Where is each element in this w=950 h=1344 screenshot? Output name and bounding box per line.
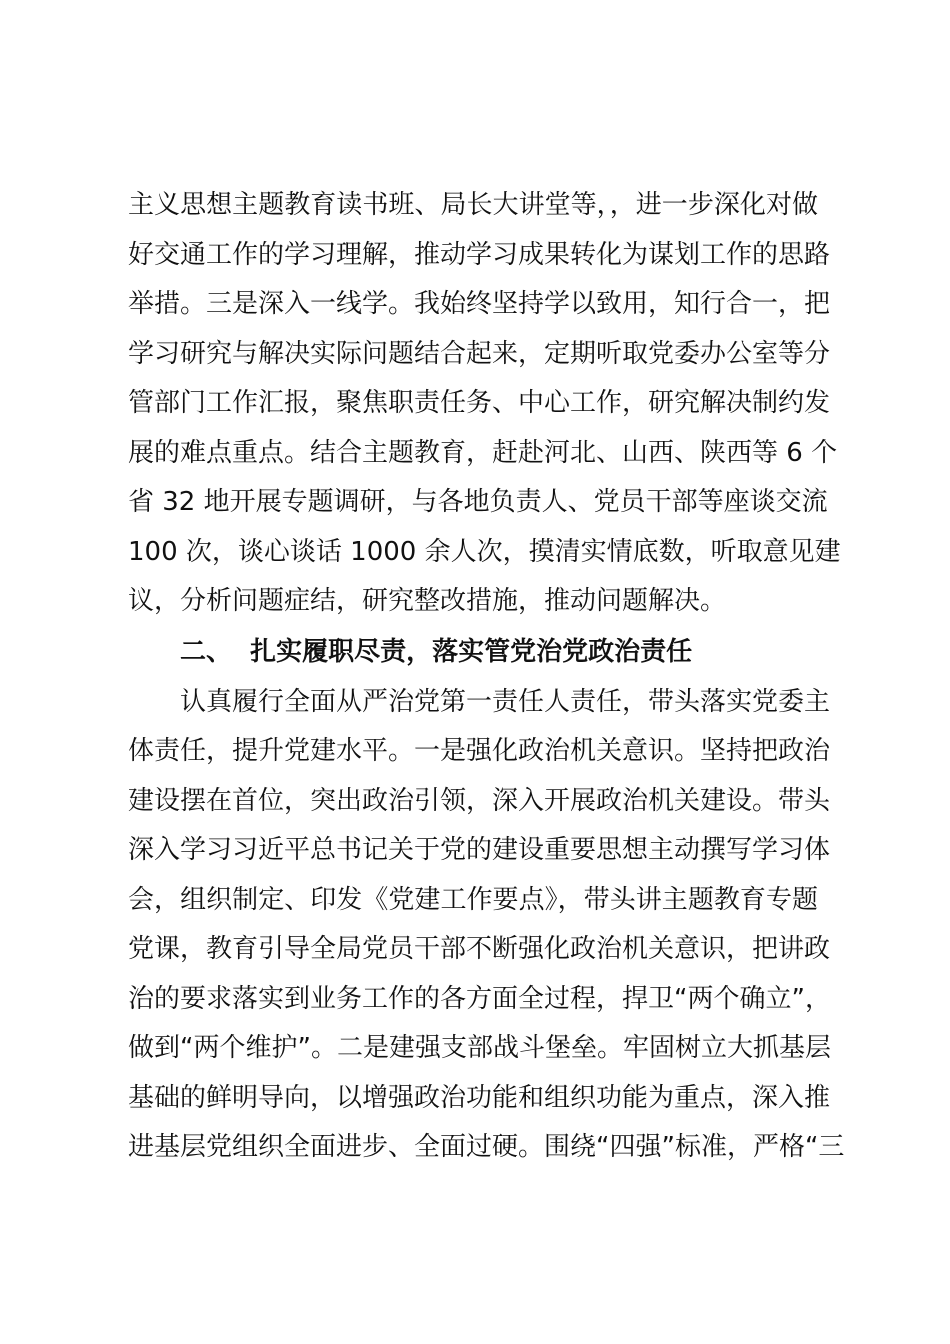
- paragraph-line: 治的要求落实到业务工作的各方面全过程，捍卫“两个确立”，: [128, 984, 831, 1014]
- paragraph-line: 会，组织制定、印发《党建工作要点》，带头讲主题教育专题: [128, 885, 818, 915]
- paragraph-line: 体责任，提升党建水平。一是强化政治机关意识。坚持把政治: [128, 736, 831, 766]
- paragraph-line: 举措。三是深入一线学。我始终坚持学以致用，知行合一，把: [128, 289, 831, 319]
- paragraph-line: 认真履行全面从严治党第一责任人责任，带头落实党委主: [180, 687, 831, 717]
- paragraph-line: 议，分析问题症结，研究整改措施，推动问题解决。: [128, 586, 727, 616]
- paragraph-line: 管部门工作汇报，聚焦职责任务、中心工作，研究解决制约发: [128, 388, 831, 418]
- paragraph-line: 做到“两个维护”。二是建强支部战斗堡垒。牢固树立大抓基层: [128, 1033, 831, 1063]
- paragraph-line: 进基层党组织全面进步、全面过硬。围绕“四强”标准，严格“三: [128, 1132, 845, 1162]
- paragraph-line: 省 32 地开展专题调研，与各地负责人、党员干部等座谈交流: [128, 487, 828, 517]
- paragraph-line: 100 次，谈心谈话 1000 余人次，摸清实情底数，听取意见建: [128, 537, 841, 567]
- paragraph-line: 建设摆在首位，突出政治引领，深入开展政治机关建设。带头: [128, 786, 831, 816]
- paragraph-line: 基础的鲜明导向，以增强政治功能和组织功能为重点，深入推: [128, 1083, 831, 1113]
- paragraph-line: 主义思想主题教育读书班、局长大讲堂等，，进一步深化对做: [128, 190, 818, 220]
- paragraph-line: 深入学习习近平总书记关于党的建设重要思想主动撰写学习体: [128, 835, 831, 865]
- paragraph-line: 好交通工作的学习理解，推动学习成果转化为谋划工作的思路: [128, 240, 831, 270]
- paragraph-line: 党课，教育引导全局党员干部不断强化政治机关意识，把讲政: [128, 934, 831, 964]
- section-heading: 二、 扎实履职尽责，落实管党治党政治责任: [180, 637, 693, 667]
- paragraph-line: 学习研究与解决实际问题结合起来，定期听取党委办公室等分: [128, 339, 831, 369]
- paragraph-line: 展的难点重点。结合主题教育，赶赴河北、山西、陕西等 6 个: [128, 438, 838, 468]
